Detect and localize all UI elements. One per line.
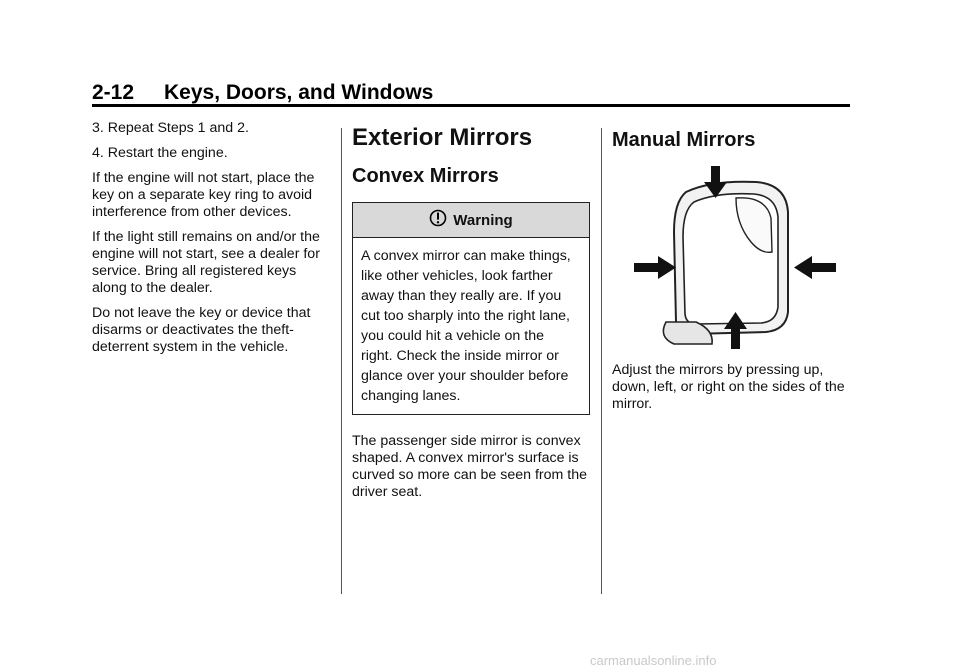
paragraph: Adjust the mirrors by pressing up, down, left, or right on the sides of the mirror. <box>612 362 845 412</box>
column-left <box>92 120 332 364</box>
section-title: Keys, Doors, and Windows <box>164 81 434 104</box>
subheading-convex-mirrors: Convex Mirrors <box>352 165 499 187</box>
warning-box <box>352 202 590 415</box>
warning-icon <box>429 209 447 231</box>
column-right <box>612 128 850 421</box>
warning-label: Warning <box>453 211 513 229</box>
header-rule <box>92 104 850 107</box>
paragraph: If the light still remains on and/or the engine will not start, see a dealer for service. Bring all registered keys along to the dealer. <box>92 229 320 296</box>
column-middle <box>352 124 590 509</box>
heading-exterior-mirrors: Exterior Mirrors <box>352 124 533 151</box>
paragraph: If the engine will not start, place the key on a separate key ring to avoid interference from other devices. <box>92 170 315 220</box>
watermark: carmanualsonline.info <box>590 653 717 668</box>
paragraph: The passenger side mirror is convex shaped. A convex mirror's surface is curved so more can be seen from the driver seat. <box>352 433 588 500</box>
column-divider <box>341 128 342 594</box>
step-3: 3. Repeat Steps 1 and 2. <box>92 120 249 136</box>
heading-manual-mirrors: Manual Mirrors <box>612 129 756 151</box>
warning-header <box>353 203 589 238</box>
column-divider <box>601 128 602 594</box>
section-number: 2-12 <box>92 81 135 104</box>
side-mirror-illustration <box>616 162 850 352</box>
paragraph: Do not leave the key or device that disarms or deactivates the theft-deterrent system in the vehicle. <box>92 305 311 355</box>
warning-text: A convex mirror can make things, like other vehicles, look farther away than they really are. If you cut too sharply into the right lane, you could hit a vehicle on the right. Check the inside mirror or glance over your shoulder before changing lanes. <box>361 248 571 404</box>
step-4: 4. Restart the engine. <box>92 145 228 161</box>
